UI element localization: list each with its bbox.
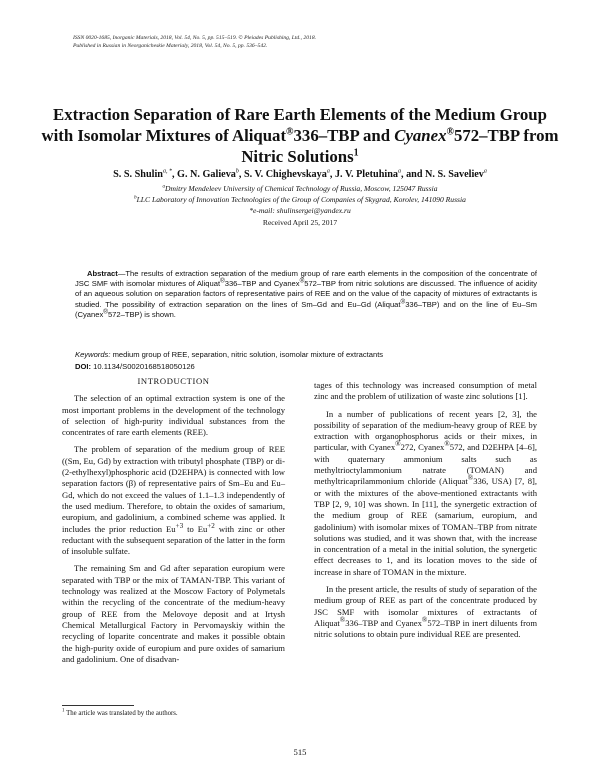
header-line-2: Published in Russian in Neorganicheskie Materialy, 2018, Vol. 54, No. 5, pp. 536–542. xyxy=(73,43,268,49)
paragraph: In the present article, the results of study of separation of the medium group of REE as part of the concentrate produced by JSC SMF with isomolar mixtures of extractants of Aliquat®336–TBP and Cyanex®572–TBP in inert diluents from nitric solutions to obtain pure individual REE are presented. xyxy=(314,584,537,640)
affiliation-b: $^b$LLC Laboratory of Innovation Technologies of the Group of Companies of Skygrad, Korolev, 141090 Russia xyxy=(134,195,466,204)
section-heading-introduction: INTRODUCTION xyxy=(137,376,210,386)
paragraph: In a number of publications of recent years [2, 3], the possibility of separation of the medium-heavy group of REE by extraction with organophosphorus acids or their mixes, in particular, with Cyanex®272, Cyanex®572, and D2EHPA [4–6], with quaternary ammonium salts such as methyltrioctylammonium natrate (TOMAN) and methyltricaprilammonium chloride (Aliquat®336, USA) [7, 8], or with the mixtures of the above-mentioned extractants with TBP [2, 9, 10] was shown. In [11], the synergetic extraction of the medium group of REE (samarium, europium, and gadolinium) with isomolar mixes of TOMAN–TBP from nitrate solutions was studied, and it was shown that, with the increase in concentration of a metal in the initial solution, the synergetic effect decreases to 1, and its location moves to the side of increase in share of TOMAN in the mixture. xyxy=(314,408,537,577)
left-column xyxy=(62,376,285,665)
paragraph: The problem of separation of the medium group of REE ((Sm, Eu, Gd) by extraction with tributyl phosphate (TBP) or di-(2-ethylhexyl)phosphoric acid (D2EHPA) is connected with low separation factors (β) of representative pairs of Sm–Eu and Eu–Gd, which do not exceed the values of 1.1–1.3 independently of the used medium. Therefore, to obtain the oxides of samarium, europium, and gadolinium, a combined scheme was applied. It includes the prior reduction $Eu^{+3}$ to $Eu^{+2}$ with zinc or other reductant with the subsequent separation of the latter in the form of insoluble sulfate. xyxy=(62,444,285,557)
page-number: 515 xyxy=(293,747,307,757)
article-title: Extraction Separation of Rare Earth Elements of the Medium Group with Isomolar Mixtures of Aliquat®336–TBP and Cyanex®572–TBP from Nitric Solutions$^1$ xyxy=(41,105,559,166)
abstract: Abstract—The results of extraction separation of the medium group of rare earth elements in the composition of the concentrate of JSC SMF with isomolar mixtures of Aliquat®336–TBP and Cyanex®572–TBP from nitric solutions are discussed. The influence of acidity of an aqueous solution on separation factors of representative pairs of REE and on the value of the capacity of mixtures of extractants is studied. The possibility of extraction separation on the lines of Sm–Gd and Eu–Gd (Aliquat®336–TBP) and on the line of Eu–Sm (Cyanex®572–TBP) is shown. xyxy=(75,269,537,319)
received-date: Received April 25, 2017 xyxy=(262,218,338,227)
title-footnote-mark: 1 xyxy=(353,147,359,159)
paragraph: The remaining Sm and Gd after separation europium were separated with TBP or the mix of TAMAN-TBP. This variant of technology was realized at the Moscow Factory of Polymetals within the recycling of the concentrate of the medium-heavy group of REE from the Melovoye deposit and at Irtysh Chemical Metallurgical Factory in Pervomayskiy within the recycling of loparite concentrate and makes it possible obtain the high-purity oxide of europium and pure oxides of samarium and gadolinium. One of disadvan- xyxy=(62,563,285,664)
affiliation-a: $^a$Dmitry Mendeleev University of Chemical Technology of Russia, Moscow, 125047 Russia xyxy=(162,184,438,193)
corresponding-email: *e-mail: shulinsergei@yandex.ru xyxy=(249,206,351,215)
header-line-1: ISSN 0020-1685, Inorganic Materials, 2018, Vol. 54, No. 5, pp. 515–519. © Pleiades Publishing, Ltd., 2018. xyxy=(73,35,317,41)
journal-header xyxy=(73,34,543,50)
footnote-divider xyxy=(62,705,134,706)
keywords: Keywords: medium group of REE, separation, nitric solution, isomolar mixture of extractants xyxy=(75,350,384,359)
footnote: $^1$ The article was translated by the authors. xyxy=(62,708,178,717)
right-column xyxy=(314,380,537,641)
doi: DOI: 10.1134/S0020168518050126 xyxy=(75,362,195,371)
doi-link[interactable]: 10.1134/S0020168518050126 xyxy=(91,362,195,371)
paragraph: tages of this technology was increased consumption of metal zinc and the problem of utilization of waste zinc solutions [1]. xyxy=(314,380,537,402)
paragraph: The selection of an optimal extraction system is one of the most important problems in the development of the technology of selection of high-purity individual substances from the concentrates of rare earth elements (REE). xyxy=(62,393,285,438)
abstract-label: Abstract xyxy=(87,269,118,278)
author-list: S. S. Shulin$^{a, *}$, G. N. Galieva$^b$, S. V. Chighevskaya$^a$, J. V. Pletuhina$^a$, and N. S. Saveliev$^a$ xyxy=(113,168,487,180)
